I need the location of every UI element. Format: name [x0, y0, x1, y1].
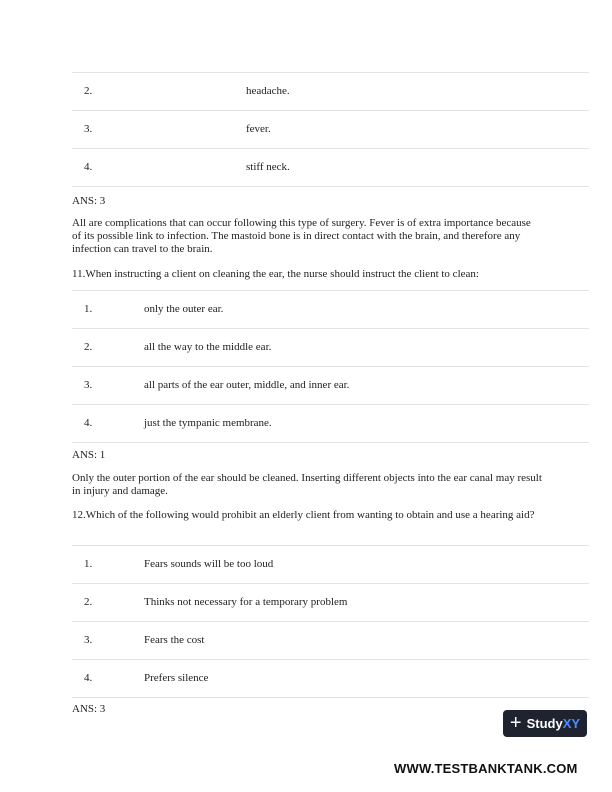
q11-rationale: Only the outer portion of the ear should be cleaned. Inserting different objects into the ear canal may result in injury and damage.	[72, 472, 542, 497]
option-number: 3.	[84, 634, 93, 646]
option-text: Fears sounds will be too loud	[144, 558, 274, 570]
badge-study: Study	[526, 716, 563, 731]
option-number: 4.	[84, 417, 93, 429]
q10-options-table	[72, 72, 589, 187]
option-number: 2.	[84, 341, 93, 353]
option-text: Thinks not necessary for a temporary problem	[144, 596, 348, 608]
table-row	[72, 149, 589, 187]
option-text: Prefers silence	[144, 672, 209, 684]
table-row	[72, 367, 589, 405]
q11-answer: ANS: 1	[72, 449, 106, 461]
badge-xy: XY	[562, 716, 581, 731]
option-number: 3.	[84, 379, 93, 391]
q12-options-table	[72, 545, 589, 698]
option-number: 4.	[84, 161, 93, 173]
q10-answer: ANS: 3	[72, 195, 106, 207]
table-row	[72, 660, 589, 698]
table-row	[72, 291, 589, 329]
option-number: 1.	[84, 558, 93, 570]
q11-question: 11.When instructing a client on cleaning the ear, the nurse should instruct the client to clean:	[72, 268, 479, 280]
table-row	[72, 584, 589, 622]
studyxy-badge[interactable]	[503, 710, 587, 737]
table-row	[72, 111, 589, 149]
option-text: only the outer ear.	[144, 303, 224, 315]
option-text: Fears the cost	[144, 634, 205, 646]
option-number: 1.	[84, 303, 93, 315]
q11-options-table	[72, 290, 589, 443]
footer-site-link[interactable]: WWW.TESTBANKTANK.COM	[394, 761, 578, 776]
option-text: fever.	[246, 123, 271, 135]
option-text: all the way to the middle ear.	[144, 341, 272, 353]
table-row	[72, 329, 589, 367]
option-number: 4.	[84, 672, 93, 684]
option-text: headache.	[246, 85, 290, 97]
table-row	[72, 546, 589, 584]
option-text: stiff neck.	[246, 161, 290, 173]
q12-question: 12.Which of the following would prohibit an elderly client from wanting to obtain and use a hearing aid?	[72, 509, 535, 521]
table-row	[72, 73, 589, 111]
option-number: 3.	[84, 123, 93, 135]
table-row	[72, 405, 589, 443]
option-number: 2.	[84, 85, 93, 97]
option-number: 2.	[84, 596, 93, 608]
option-text: just the tympanic membrane.	[144, 417, 272, 429]
q10-rationale: All are complications that can occur following this type of surgery. Fever is of extra importance because of its possible link to infection. The mastoid bone is in direct contact with the brain, and therefore any infection can travel to the brain.	[72, 217, 531, 255]
q12-answer: ANS: 3	[72, 703, 106, 715]
option-text: all parts of the ear outer, middle, and inner ear.	[144, 379, 350, 391]
badge-label	[527, 716, 580, 731]
table-row	[72, 622, 589, 660]
plus-icon: +	[509, 711, 522, 734]
